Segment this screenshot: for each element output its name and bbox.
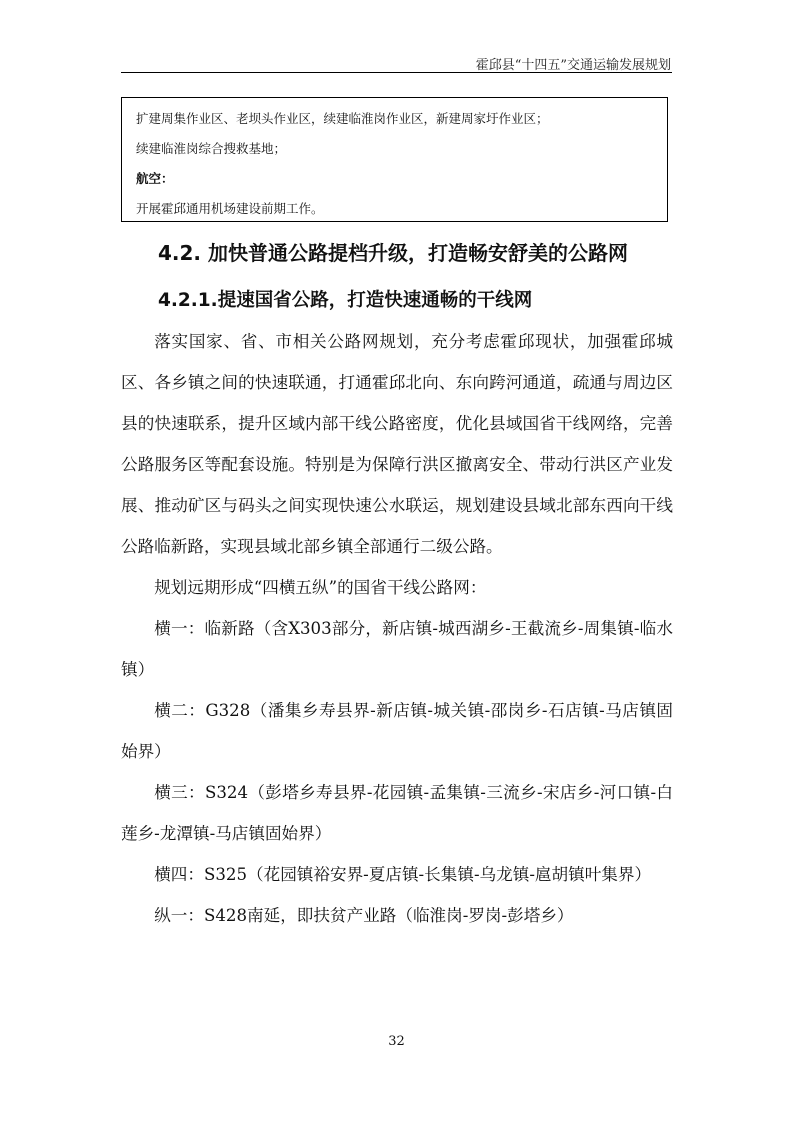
box-line-rescue-base: 续建临淮岗综合搜救基地； <box>136 141 287 156</box>
paragraph-horizontal-3: 横三：S324（彭塔乡寿县界-花园镇-孟集镇-三流乡-宋店乡-河口镇-白莲乡-龙潭镇-马店镇固始界） <box>121 783 673 843</box>
box-line-airport: 开展霍邱通用机场建设前期工作。 <box>136 201 324 216</box>
paragraph-horizontal-1: 横一：临新路（含X303部分，新店镇-城西湖乡-王截流乡-周集镇-临水镇） <box>121 619 673 679</box>
paragraph-network-plan: 规划远期形成“四横五纵”的国省干线公路网： <box>154 578 487 597</box>
page-header-title: 霍邱县“十四五”交通运输发展规划 <box>475 58 671 73</box>
box-line-harbor: 扩建周集作业区、老坝头作业区，续建临淮岗作业区，新建周家圩作业区； <box>136 111 549 126</box>
section-heading: 4.2. 加快普通公路提档升级，打造畅安舒美的公路网 <box>158 241 628 265</box>
boxed-note <box>121 97 668 222</box>
paragraph-horizontal-4: 横四：S325（花园镇裕安界-夏店镇-长集镇-乌龙镇-扈胡镇叶集界） <box>154 865 652 884</box>
paragraph-vertical-1: 纵一：S428南延，即扶贫产业路（临淮岗-罗岗-彭塔乡） <box>154 906 574 925</box>
header-rule <box>121 72 672 73</box>
box-line-aviation-label: 航空： <box>136 171 174 186</box>
paragraph-horizontal-2: 横二：G328（潘集乡寿县界-新店镇-城关镇-邵岗乡-石店镇-马店镇固始界） <box>121 701 673 761</box>
paragraph-intro: 落实国家、省、市相关公路网规划，充分考虑霍邱现状，加强霍邱城区、各乡镇之间的快速联通，打通霍邱北向、东向跨河通道，疏通与周边区县的快速联系，提升区域内部干线公路密度，优化县域国省干线网络，完善公路服务区等配套设施。特别是为保障行洪区撤离安全、带动行洪区产业发展、推动矿区与码头之间实现快速公水联运，规划建设县域北部东西向干线公路临新路，实现县域北部乡镇全部通行二级公路。 <box>121 332 673 556</box>
page-number: 32 <box>388 1034 405 1049</box>
subsection-heading: 4.2.1.提速国省公路，打造快速通畅的干线网 <box>158 290 533 311</box>
body-text <box>121 321 673 936</box>
